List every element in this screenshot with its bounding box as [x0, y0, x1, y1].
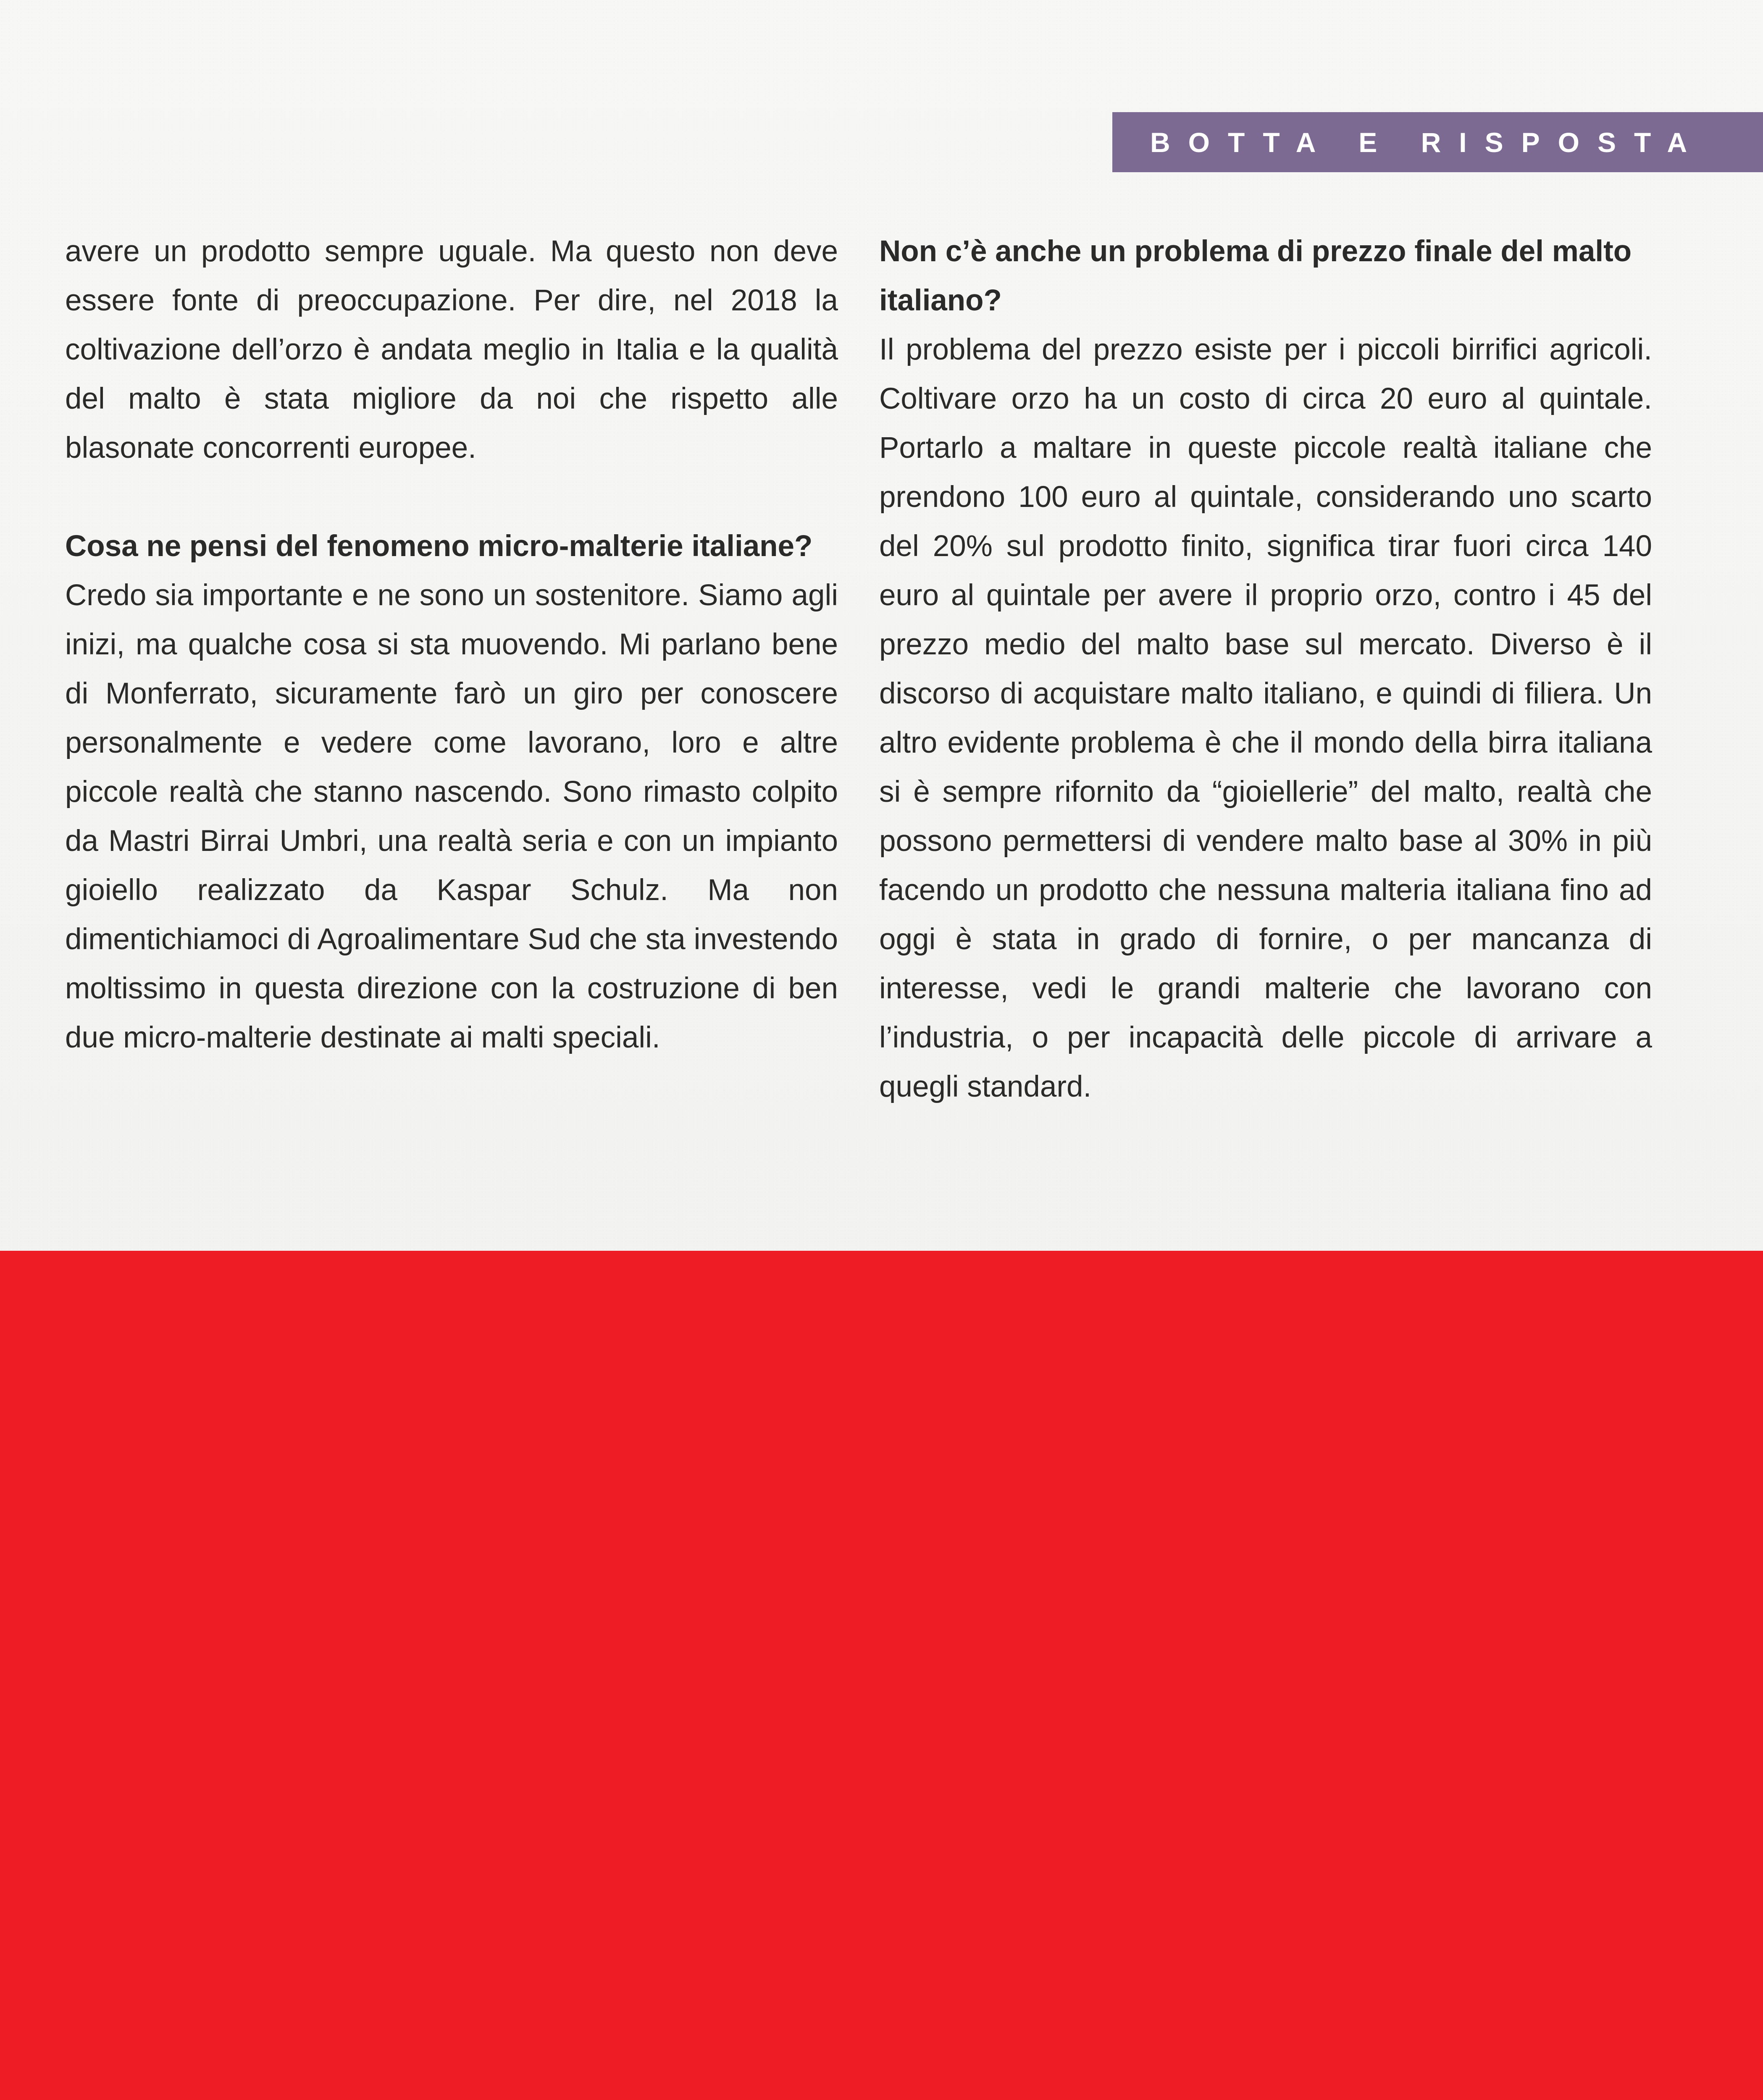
left-column [65, 227, 838, 1062]
section-label: BOTTA E RISPOSTA [1112, 112, 1763, 172]
paragraph-intro: avere un prodotto sempre uguale. Ma questo non deve essere fonte di preoccupazione. Per dire, nel 2018 la coltivazione dell’orzo è andata meglio in Italia e la qualità del malto è stata migliore da noi che rispetto alle blasonate concorrenti europee. [65, 235, 838, 465]
interview-answer: Il problema del prezzo esiste per i piccoli birrifici agricoli. Coltivare orzo ha un costo di circa 20 euro al quintale. Portarlo a maltare in queste piccole realtà italiane che prendono 100 euro al quintale, considerando uno scarto del 20% sul prodotto finito, significa tirar fuori circa 140 euro al quintale per avere il proprio orzo, contro i 45 del prezzo medio del malto base sul mercato. Diverso è il discorso di acquistare malto italiano, e quindi di filiera. Un altro evidente problema è che il mondo della birra italiana si è sempre rifornito da “gioiellerie” del malto, realtà che possono permettersi di vendere malto base al 30% in più facendo un prodotto che nessuna malteria italiana fino ad oggi è stata in grado di fornire, o per mancanza di interesse, vedi le grandi malterie che lavorano con l’industria, o per incapacità delle piccole di arrivare a quegli standard. [879, 333, 1652, 1103]
right-column [879, 227, 1652, 1111]
interview-answer: Credo sia importante e ne sono un sostenitore. Siamo agli inizi, ma qualche cosa si sta muovendo. Mi parlano bene di Monferrato, sicuramente farò un giro per conoscere personalmente e vedere come lavorano, loro e altre piccole realtà che stanno nascendo. Sono rimasto colpito da Mastri Birrai Umbri, una realtà seria e con un impianto gioiello realizzato da Kaspar Schulz. Ma non dimentichiamoci di Agroalimentare Sud che sta investendo moltissimo in questa direzione con la costruzione di ben due micro-malterie destinate ai malti speciali. [65, 579, 838, 1054]
paragraph-gap [65, 472, 838, 522]
interview-question: Cosa ne pensi del fenomeno micro-malterie italiane? [65, 530, 813, 563]
interview-question: Non c’è anche un problema di prezzo finale del malto italiano? [879, 235, 1632, 317]
